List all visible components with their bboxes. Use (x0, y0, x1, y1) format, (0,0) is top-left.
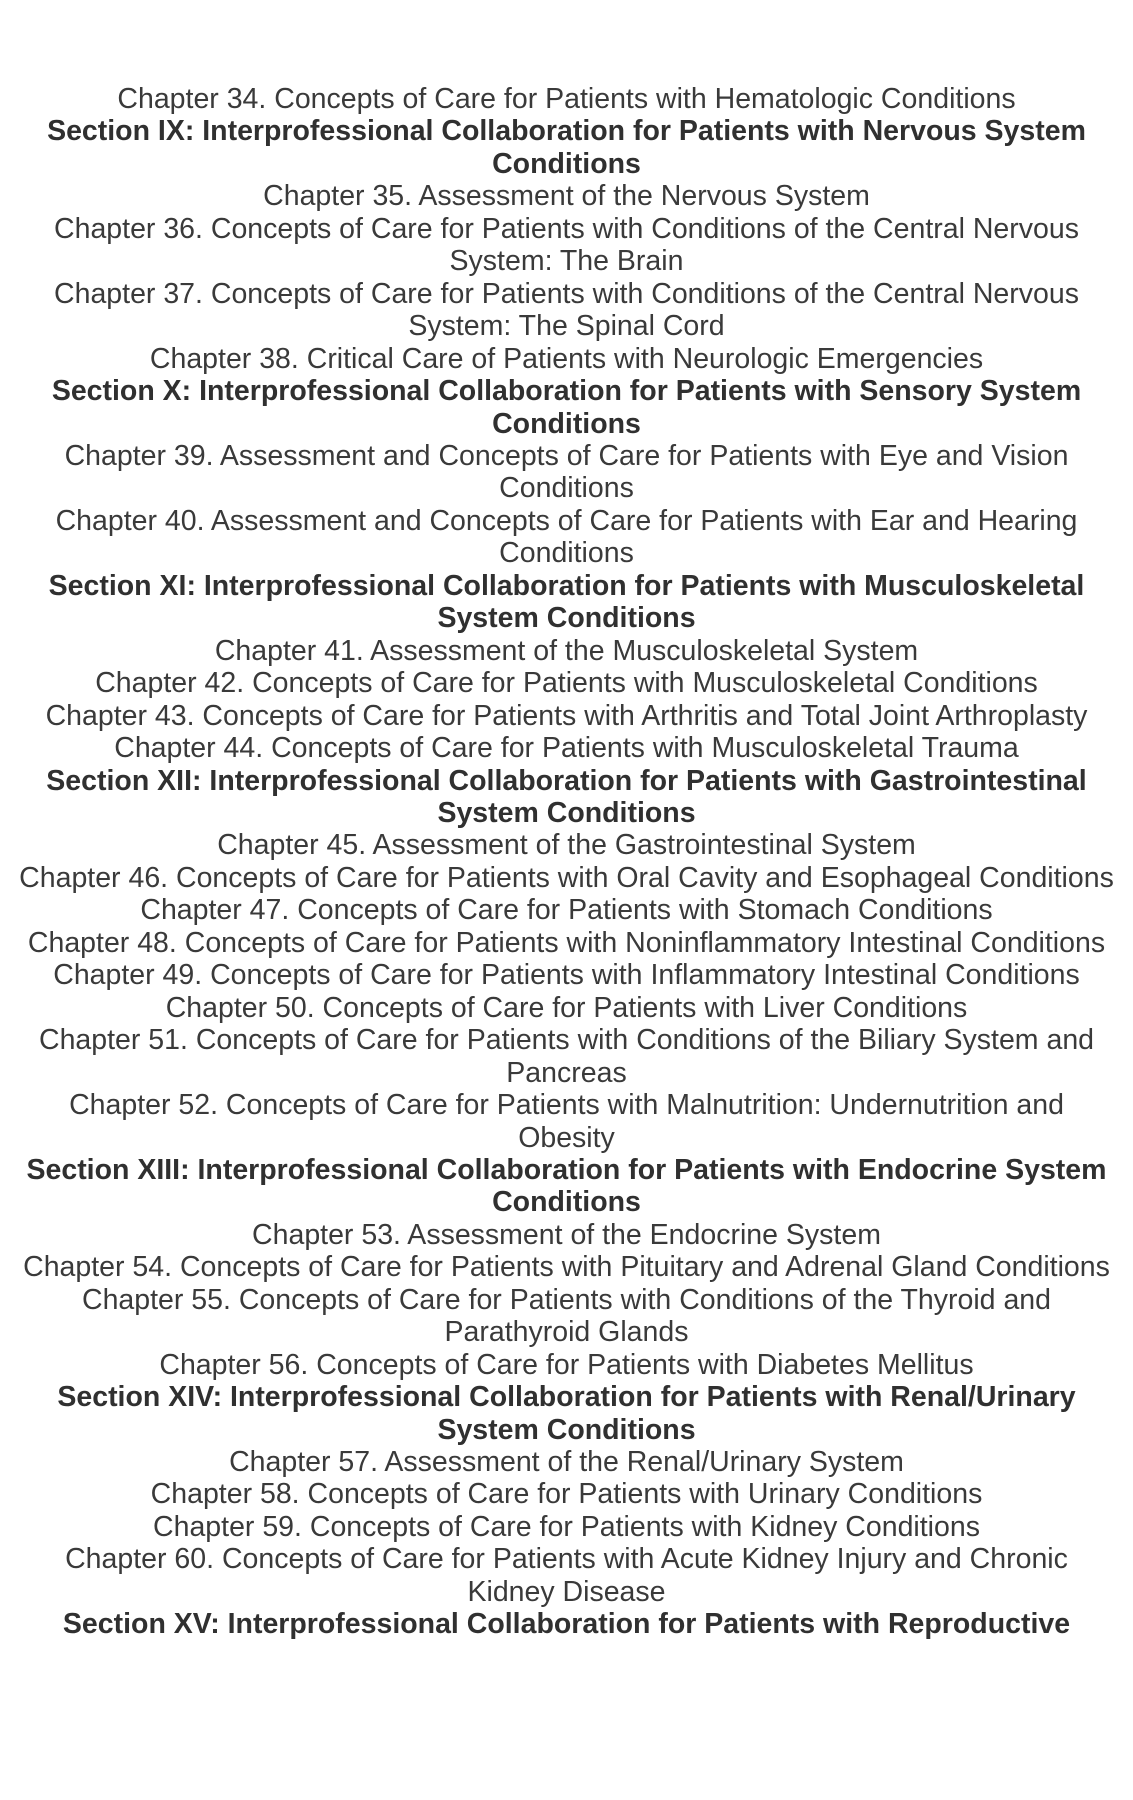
chapter-title-line: Chapter 58. Concepts of Care for Patients with Urinary Conditions (150, 1478, 983, 1511)
chapter-title-line: Chapter 46. Concepts of Care for Patients with Oral Cavity and Esophageal Conditions (19, 861, 1114, 894)
toc-entry-chapter-49 (0, 959, 1133, 991)
chapter-title-line: Chapter 45. Assessment of the Gastrointestinal System (217, 829, 916, 862)
chapter-title-line: Chapter 36. Concepts of Care for Patients with Conditions of the Central Nervous (54, 212, 1079, 245)
toc-entry-chapter-50 (0, 992, 1133, 1024)
toc-entry-section-x (0, 375, 1133, 440)
chapter-title-line: Chapter 52. Concepts of Care for Patients with Malnutrition: Undernutrition and (69, 1089, 1064, 1122)
toc-entry-chapter-42 (0, 667, 1133, 699)
chapter-title-line: Chapter 56. Concepts of Care for Patients with Diabetes Mellitus (159, 1348, 974, 1381)
chapter-title-line: Chapter 47. Concepts of Care for Patients with Stomach Conditions (140, 894, 993, 927)
chapter-title-line: Chapter 48. Concepts of Care for Patients with Noninflammatory Intestinal Conditions (27, 926, 1106, 959)
section-title-line: Section X: Interprofessional Collaboration for Patients with Sensory System (51, 375, 1082, 408)
toc-entry-chapter-41 (0, 635, 1133, 667)
chapter-title-line: Chapter 44. Concepts of Care for Patients with Musculoskeletal Trauma (114, 732, 1019, 765)
chapter-title-line: Chapter 37. Concepts of Care for Patients with Conditions of the Central Nervous (54, 277, 1079, 310)
toc-entry-section-ix (0, 115, 1133, 180)
chapter-title-line: Chapter 43. Concepts of Care for Patients with Arthritis and Total Joint Arthroplasty (45, 699, 1088, 732)
toc-entry-chapter-45 (0, 829, 1133, 861)
section-title-line: Section XII: Interprofessional Collaboration for Patients with Gastrointestinal (46, 764, 1087, 797)
chapter-title-line: Chapter 42. Concepts of Care for Patients with Musculoskeletal Conditions (95, 667, 1038, 700)
chapter-title-line: Chapter 59. Concepts of Care for Patients with Kidney Conditions (153, 1510, 980, 1543)
chapter-title-line: Chapter 60. Concepts of Care for Patients with Acute Kidney Injury and Chronic (65, 1543, 1068, 1576)
chapter-title-line: Pancreas (506, 1056, 627, 1089)
toc-entry-chapter-44 (0, 732, 1133, 764)
section-title-line: Section XIII: Interprofessional Collaboration for Patients with Endocrine System (26, 1153, 1107, 1186)
section-title-line: Conditions (492, 407, 641, 440)
toc-entry-chapter-53 (0, 1219, 1133, 1251)
toc-entry-section-xiii (0, 1154, 1133, 1219)
section-title-line: System Conditions (437, 796, 696, 829)
chapter-title-line: Chapter 49. Concepts of Care for Patients with Inflammatory Intestinal Conditions (53, 959, 1080, 992)
toc-entry-chapter-36 (0, 213, 1133, 278)
toc-entry-section-xiv (0, 1381, 1133, 1446)
chapter-title-line: Chapter 40. Assessment and Concepts of Care for Patients with Ear and Hearing (55, 504, 1078, 537)
toc-entry-chapter-57 (0, 1446, 1133, 1478)
chapter-title-line: System: The Spinal Cord (408, 310, 725, 343)
chapter-title-line: Parathyroid Glands (444, 1316, 689, 1349)
chapter-title-line: Chapter 55. Concepts of Care for Patients with Conditions of the Thyroid and (81, 1283, 1051, 1316)
section-title-line: Conditions (492, 1186, 641, 1219)
chapter-title-line: Chapter 41. Assessment of the Musculoskeletal System (214, 634, 919, 667)
toc-entry-section-xv (0, 1608, 1133, 1640)
toc-entry-chapter-43 (0, 700, 1133, 732)
section-title-line: Section XI: Interprofessional Collaboration for Patients with Musculoskeletal (48, 569, 1085, 602)
toc-entry-section-xii (0, 765, 1133, 830)
toc-entry-chapter-38 (0, 343, 1133, 375)
toc-entry-chapter-47 (0, 894, 1133, 926)
toc-entry-chapter-40 (0, 505, 1133, 570)
chapter-title-line: Conditions (499, 537, 634, 570)
chapter-title-line: Chapter 35. Assessment of the Nervous System (263, 180, 870, 213)
section-title-line: Section XV: Interprofessional Collaboration for Patients with Reproductive (62, 1608, 1071, 1641)
toc-entry-chapter-55 (0, 1284, 1133, 1349)
toc-entry-chapter-56 (0, 1349, 1133, 1381)
toc-entry-chapter-51 (0, 1024, 1133, 1089)
section-title-line: System Conditions (437, 1413, 696, 1446)
section-title-line: System Conditions (437, 602, 696, 635)
toc-entry-chapter-60 (0, 1543, 1133, 1608)
toc-entry-chapter-59 (0, 1511, 1133, 1543)
chapter-title-line: Chapter 38. Critical Care of Patients with Neurologic Emergencies (149, 342, 984, 375)
chapter-title-line: Chapter 50. Concepts of Care for Patients with Liver Conditions (165, 991, 968, 1024)
toc-entry-chapter-52 (0, 1089, 1133, 1154)
section-title-line: Section XIV: Interprofessional Collaboration for Patients with Renal/Urinary (57, 1381, 1076, 1414)
toc-entry-chapter-58 (0, 1478, 1133, 1510)
chapter-title-line: Chapter 53. Assessment of the Endocrine System (252, 1218, 881, 1251)
chapter-title-line: Chapter 51. Concepts of Care for Patients with Conditions of the Biliary System and (38, 1024, 1095, 1057)
toc-entry-chapter-46 (0, 862, 1133, 894)
toc-entry-chapter-48 (0, 927, 1133, 959)
toc-entry-chapter-35 (0, 180, 1133, 212)
toc-entry-chapter-34 (0, 83, 1133, 115)
chapter-title-line: Conditions (499, 472, 634, 505)
toc-entry-section-xi (0, 570, 1133, 635)
chapter-title-line: System: The Brain (449, 245, 684, 278)
toc-entry-chapter-54 (0, 1251, 1133, 1283)
chapter-title-line: Chapter 57. Assessment of the Renal/Urinary System (229, 1446, 904, 1479)
chapter-title-line: Kidney Disease (467, 1575, 666, 1608)
section-title-line: Conditions (492, 147, 641, 180)
chapter-title-line: Chapter 34. Concepts of Care for Patients with Hematologic Conditions (117, 83, 1016, 115)
chapter-title-line: Chapter 54. Concepts of Care for Patients with Pituitary and Adrenal Gland Conditions (23, 1251, 1110, 1284)
section-title-line: Section IX: Interprofessional Collaboration for Patients with Nervous System (47, 115, 1086, 148)
toc-entry-chapter-37 (0, 278, 1133, 343)
chapter-title-line: Chapter 39. Assessment and Concepts of Care for Patients with Eye and Vision (64, 439, 1069, 472)
toc-entry-chapter-39 (0, 440, 1133, 505)
chapter-title-line: Obesity (518, 1121, 615, 1154)
